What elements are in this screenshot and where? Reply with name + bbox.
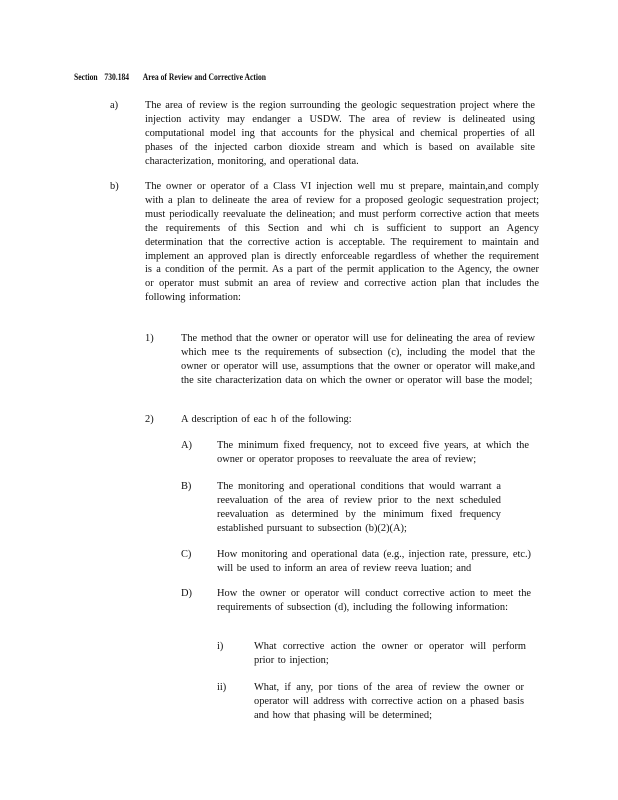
subparagraph-marker: ii): [217, 682, 227, 693]
subparagraph-text: How monitoring and operational data (e.g., injection rate, pressure, etc.) will be used to inform an area of review reeva luation; and: [217, 549, 531, 574]
subparagraph-marker: i): [217, 641, 224, 652]
section-label: Section: [74, 73, 98, 83]
paragraph-text: A description of eac h of the following:: [181, 414, 352, 425]
subsection-text: The owner or operator of a Class VI injection well mu st prepare, maintain,and comply with a plan to delineate the area of review for a proposed geologic sequestration project; must periodically reevaluate the delineation; and must perform corrective action that meets the requirements of this Section and whi ch is sufficient to support an Agency determination that the corrective action is acceptable. The requirement to maintain and implement an approved plan is directly enforceable regardless of whether the requirement is a condition of the permit. As a part of the permit application to the Agency, the owner or operator must submit an area of review and corrective action plan that includes the following information:: [145, 181, 539, 304]
paragraph-marker: 2): [145, 414, 154, 425]
subparagraph-marker: C): [181, 549, 192, 560]
subparagraph-text: The minimum fixed frequency, not to exceed five years, at which the owner or operator proposes to reevaluate the area of review;: [217, 440, 529, 465]
paragraph-text: The method that the owner or operator will use for delineating the area of review which mee ts the requirements of subsection (c), including the model that the owner or operator will use, assumptions that the owner or operator will make,and the site characterization data on which the owner or operator will base the model;: [181, 333, 535, 386]
subparagraph-text: The monitoring and operational conditions that would warrant a reevaluation of the area of review prior to the next scheduled reevaluation as determined by the minimum fixed frequency established pursuant to subsection (b)(2)(A);: [217, 481, 501, 534]
subparagraph-marker: D): [181, 588, 192, 599]
paragraph-marker: 1): [145, 333, 154, 344]
subparagraph-text: What, if any, por tions of the area of review the owner or operator will address with corrective action on a phased basis and how that phasing will be determined;: [254, 682, 524, 721]
subparagraph-marker: A): [181, 440, 192, 451]
section-title: Area of Review and Corrective Action: [142, 73, 266, 83]
subparagraph-marker: B): [181, 481, 192, 492]
subsection-marker: b): [110, 181, 119, 192]
subparagraph-text: What corrective action the owner or operator will perform prior to injection;: [254, 641, 526, 666]
section-heading: [74, 73, 266, 83]
subparagraph-text: How the owner or operator will conduct corrective action to meet the requirements of subsection (d), including the following information:: [217, 588, 531, 613]
subsection-marker: a): [110, 100, 119, 111]
section-number: 730.184: [104, 73, 130, 83]
subsection-text: The area of review is the region surrounding the geologic sequestration project where the injection activity may endanger a USDW. The area of review is delineated using computational model ing that accounts for the physical and chemical properties of all phases of the injected carbon dioxide stream and which is based on available site characterization, monitoring, and operational data.: [145, 100, 535, 167]
